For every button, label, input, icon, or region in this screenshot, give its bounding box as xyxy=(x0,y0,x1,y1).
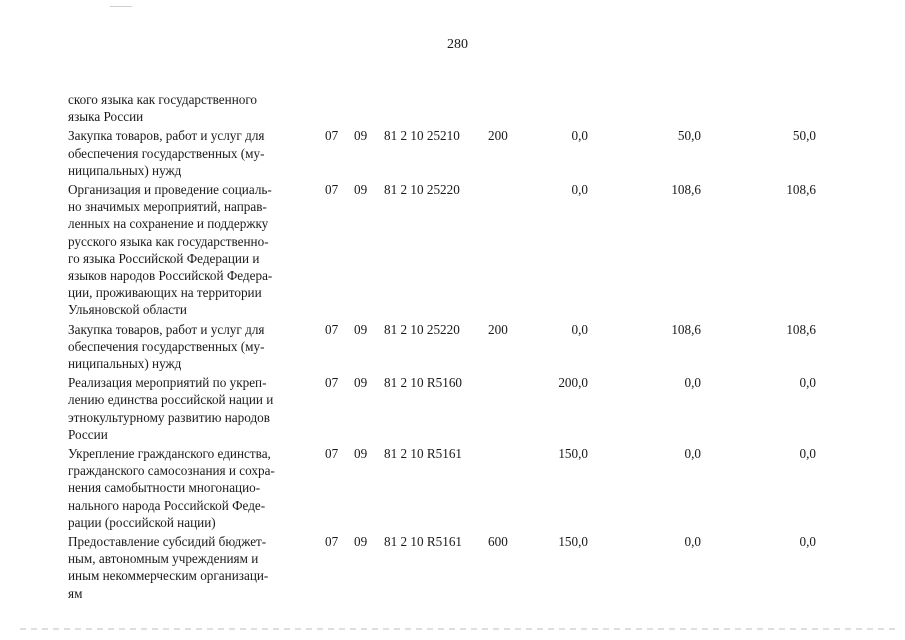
amount-year-1: 0,0 xyxy=(571,321,588,337)
expense-type-code: 200 xyxy=(488,128,508,144)
amount-year-1: 150,0 xyxy=(558,534,588,550)
amount-year-3: 0,0 xyxy=(799,446,816,462)
amount-year-2: 0,0 xyxy=(684,534,701,550)
amount-year-1: 0,0 xyxy=(571,182,588,198)
table-row xyxy=(68,321,868,373)
section-code: 07 xyxy=(325,128,339,144)
table-row xyxy=(68,374,868,443)
subsection-code: 09 xyxy=(354,534,368,550)
subsection-code: 09 xyxy=(354,446,368,462)
row-description: ского языка как государственного языка России xyxy=(68,92,258,125)
row-description: Реализация мероприятий по укреп- лению единства российской нации и этнокультурному развитию народов России xyxy=(68,375,274,442)
table-row xyxy=(68,127,868,179)
target-article-code: 81 2 10 25210 xyxy=(384,128,460,144)
table-row xyxy=(68,445,868,531)
amount-year-2: 0,0 xyxy=(684,446,701,462)
amount-year-3: 108,6 xyxy=(786,321,816,337)
page-number: 280 xyxy=(447,37,468,52)
budget-table xyxy=(68,91,868,604)
subsection-code: 09 xyxy=(354,128,368,144)
target-article-code: 81 2 10 R5161 xyxy=(384,534,463,550)
row-description: Предоставление субсидий бюджет- ным, автономным учреждениям и иным некоммерческим организаци- ям xyxy=(68,534,269,601)
amount-year-1: 200,0 xyxy=(558,375,588,391)
target-article-code: 81 2 10 R5160 xyxy=(384,375,463,391)
subsection-code: 09 xyxy=(354,321,368,337)
table-row xyxy=(68,181,868,319)
expense-type-code: 600 xyxy=(488,534,508,550)
row-description: Организация и проведение социаль- но значимых мероприятий, направ- ленных на сохранение и поддержку русского языка как государственно- го языка Российской Федерации и языков народов Российской Федера- ции, проживающих на территории Ульяновской области xyxy=(68,182,273,318)
target-article-code: 81 2 10 25220 xyxy=(384,182,460,198)
section-code: 07 xyxy=(325,375,339,391)
table-row xyxy=(68,91,868,125)
amount-year-1: 0,0 xyxy=(571,128,588,144)
section-code: 07 xyxy=(325,534,339,550)
table-row xyxy=(68,533,868,602)
amount-year-2: 108,6 xyxy=(671,321,701,337)
amount-year-2: 0,0 xyxy=(684,375,701,391)
amount-year-1: 150,0 xyxy=(558,446,588,462)
row-description: Закупка товаров, работ и услуг для обеспечения государственных (му- ниципальных) нужд xyxy=(68,321,265,372)
row-description: Укрепление гражданского единства, гражданского самосознания и сохра- нения самобытности многонацио- нального народа Российской Феде- рации (российской нации) xyxy=(68,446,275,530)
row-description: Закупка товаров, работ и услуг для обеспечения государственных (му- ниципальных) нужд xyxy=(68,128,265,178)
amount-year-2: 108,6 xyxy=(671,182,701,198)
target-article-code: 81 2 10 25220 xyxy=(384,321,460,337)
target-article-code: 81 2 10 R5161 xyxy=(384,446,463,462)
scan-artifact xyxy=(20,628,900,630)
section-code: 07 xyxy=(325,182,339,198)
amount-year-3: 50,0 xyxy=(792,128,816,144)
scan-artifact xyxy=(110,6,132,7)
section-code: 07 xyxy=(325,321,339,337)
expense-type-code: 200 xyxy=(488,321,508,337)
amount-year-3: 0,0 xyxy=(799,534,816,550)
amount-year-3: 0,0 xyxy=(799,375,816,391)
subsection-code: 09 xyxy=(354,182,368,198)
amount-year-2: 50,0 xyxy=(677,128,701,144)
section-code: 07 xyxy=(325,446,339,462)
subsection-code: 09 xyxy=(354,375,368,391)
amount-year-3: 108,6 xyxy=(786,182,816,198)
